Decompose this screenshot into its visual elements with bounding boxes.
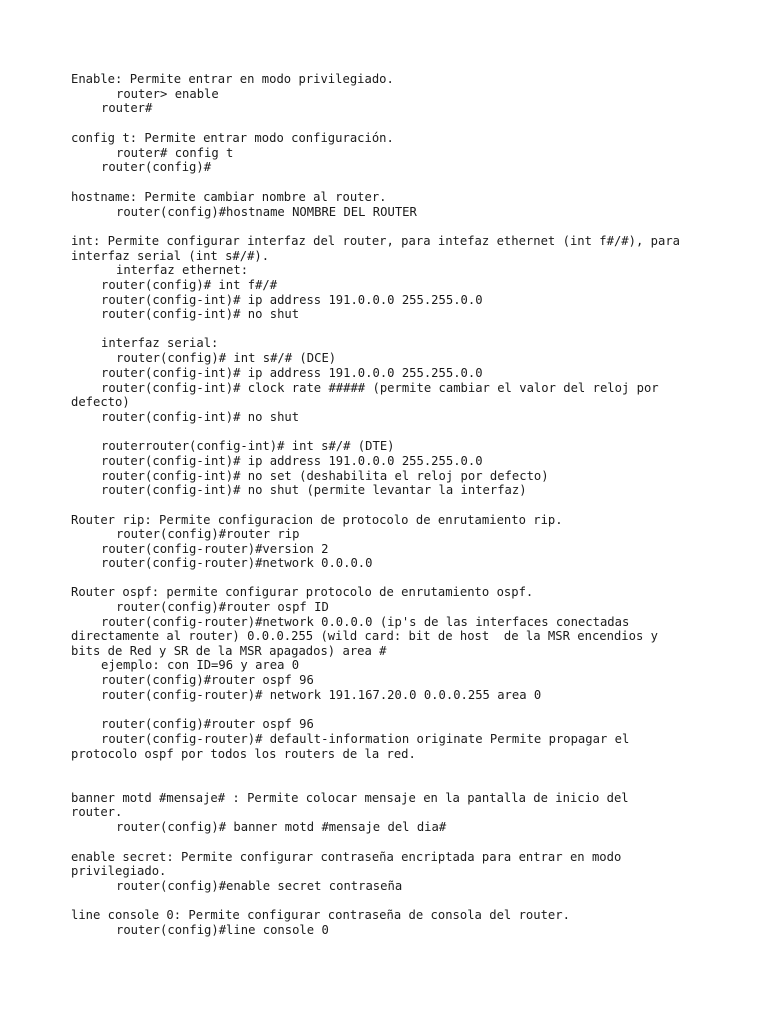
- text-line: router#: [101, 101, 153, 115]
- text-line: router(config)# int s#/# (DCE): [116, 351, 337, 365]
- text-line: router(config)#router ospf 96: [101, 673, 314, 687]
- text-line: router(config)# int f#/#: [101, 278, 278, 292]
- text-line: Router rip: Permite configuracion de protocolo de enrutamiento rip.: [71, 513, 563, 527]
- text-line: router(config)#hostname NOMBRE DEL ROUTER: [116, 205, 417, 219]
- text-line: int: Permite configurar interfaz del router, para intefaz ethernet (int f#/#), para: [71, 234, 681, 248]
- text-line: router(config-int)# clock rate ##### (permite cambiar el valor del reloj por: [101, 381, 659, 395]
- text-line: router.: [71, 805, 123, 819]
- text-line: interfaz serial:: [101, 336, 219, 350]
- text-line: bits de Red y SR de la MSR apagados) area #: [71, 644, 387, 658]
- text-line: interfaz serial (int s#/#).: [71, 249, 270, 263]
- text-line: router(config)#router ospf ID: [116, 600, 329, 614]
- text-line: router(config-int)# no shut: [101, 410, 300, 424]
- text-line: ejemplo: con ID=96 y area 0: [101, 658, 300, 672]
- text-line: router(config-router)# default-information originate Permite propagar el: [101, 732, 630, 746]
- text-line: line console 0: Permite configurar contraseña de consola del router.: [71, 908, 570, 922]
- text-line: router(config)# banner motd #mensaje del dia#: [116, 820, 447, 834]
- text-line: router> enable: [116, 87, 219, 101]
- text-line: Router ospf: permite configurar protocolo de enrutamiento ospf.: [71, 585, 534, 599]
- text-line: router(config-router)# network 191.167.20.0 0.0.0.255 area 0: [101, 688, 542, 702]
- text-line: router(config)#: [101, 160, 212, 174]
- text-line: directamente al router) 0.0.0.255 (wild card: bit de host de la MSR encendios y: [71, 629, 658, 643]
- text-line: router(config-int)# no set (deshabilita el reloj por defecto): [101, 469, 549, 483]
- text-line: router(config-int)# no shut (permite levantar la interfaz): [101, 483, 527, 497]
- text-line: defecto): [71, 395, 130, 409]
- text-line: enable secret: Permite configurar contraseña encriptada para entrar en modo: [71, 850, 622, 864]
- text-line: router(config-router)#network 0.0.0.0 (ip's de las interfaces conectadas: [101, 615, 630, 629]
- text-line: routerrouter(config-int)# int s#/# (DTE): [101, 439, 395, 453]
- text-line: Enable: Permite entrar en modo privilegiado.: [71, 72, 394, 86]
- text-line: interfaz ethernet:: [116, 263, 249, 277]
- text-line: router(config-router)#version 2: [101, 542, 329, 556]
- text-line: router(config-int)# ip address 191.0.0.0 255.255.0.0: [101, 293, 483, 307]
- text-line: router(config-int)# no shut: [101, 307, 300, 321]
- text-line: protocolo ospf por todos los routers de la red.: [71, 747, 416, 761]
- text-line: router(config)#router rip: [116, 527, 300, 541]
- text-line: router(config-int)# ip address 191.0.0.0 255.255.0.0: [101, 366, 483, 380]
- text-line: config t: Permite entrar modo configuración.: [71, 131, 394, 145]
- text-line: router(config-router)#network 0.0.0.0: [101, 556, 373, 570]
- text-line: banner motd #mensaje# : Permite colocar mensaje en la pantalla de inicio del: [71, 791, 629, 805]
- text-line: router(config-int)# ip address 191.0.0.0 255.255.0.0: [101, 454, 483, 468]
- text-line: privilegiado.: [71, 864, 167, 878]
- text-line: router# config t: [116, 146, 234, 160]
- text-line: hostname: Permite cambiar nombre al router.: [71, 190, 387, 204]
- text-line: router(config)#line console 0: [116, 923, 329, 937]
- text-line: router(config)#enable secret contraseña: [116, 879, 403, 893]
- text-line: router(config)#router ospf 96: [101, 717, 314, 731]
